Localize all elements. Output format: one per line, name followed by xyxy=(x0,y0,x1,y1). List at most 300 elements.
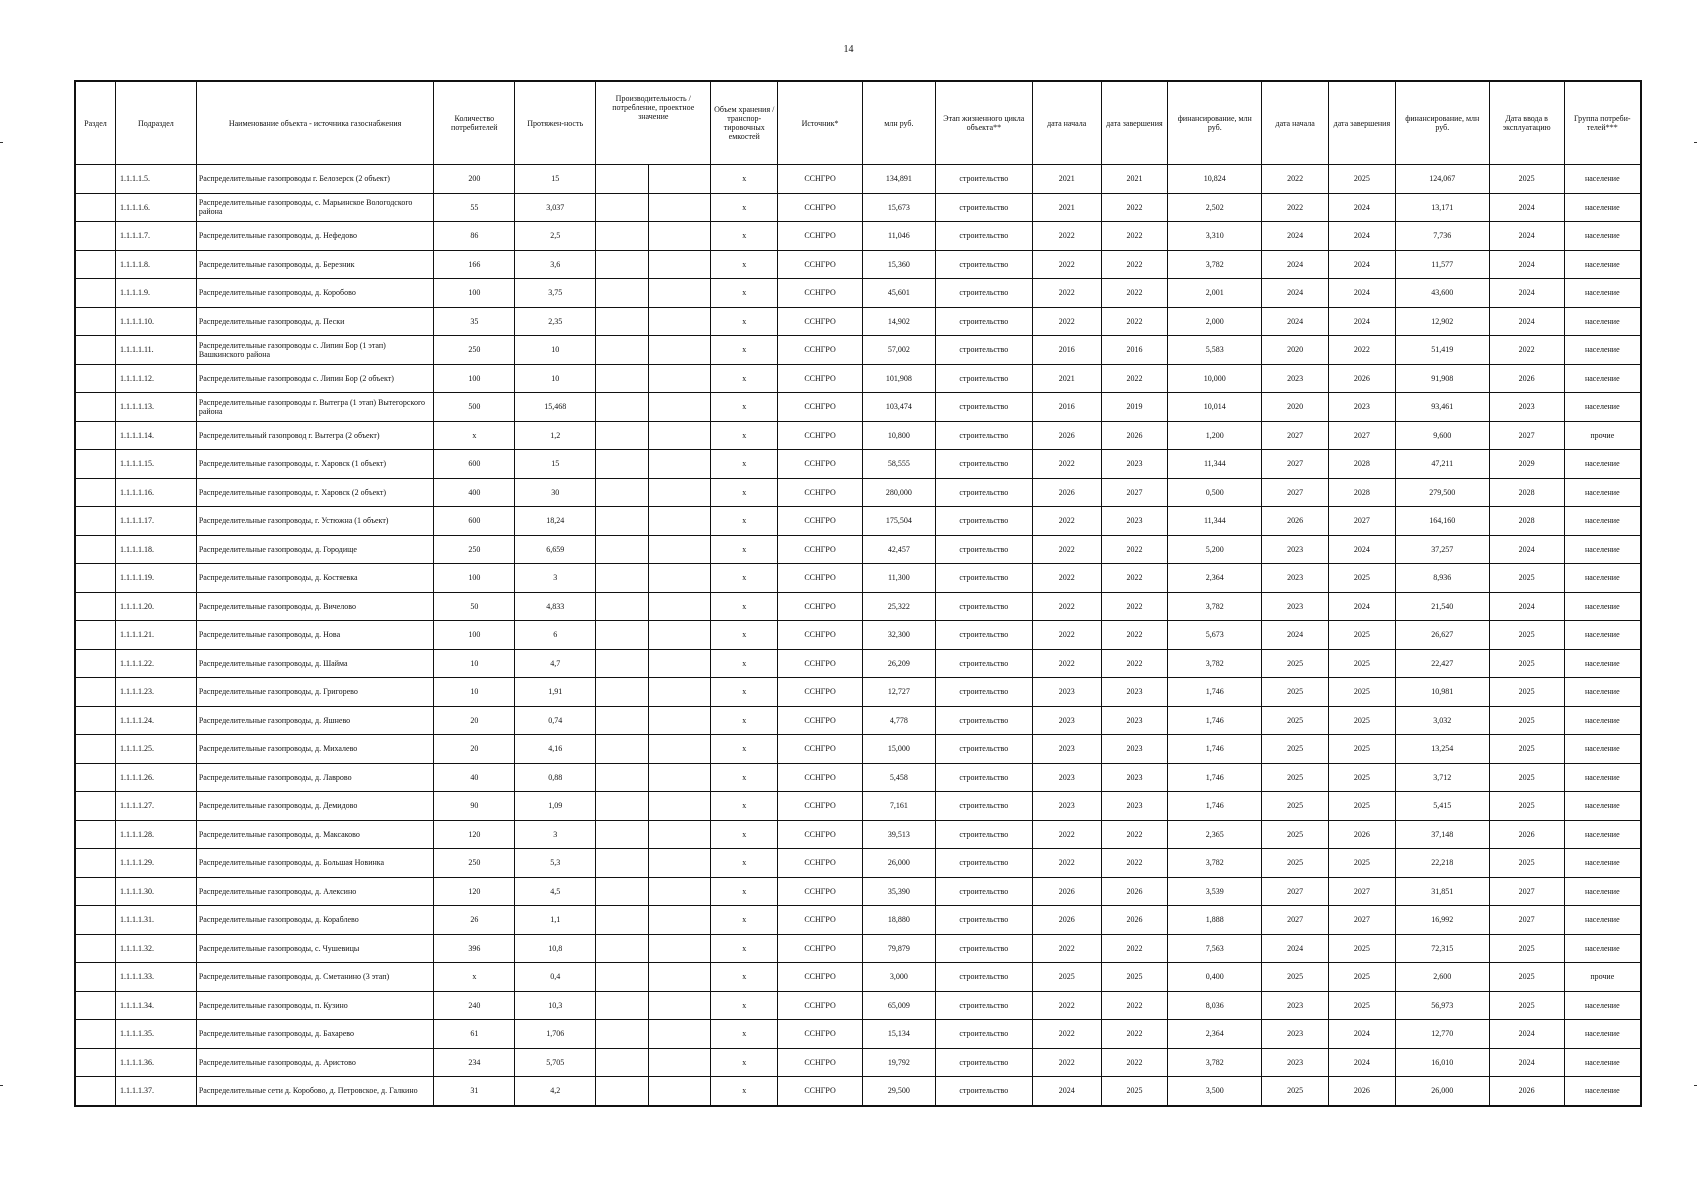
header-source: Источник* xyxy=(778,81,863,165)
cell-consumers: 250 xyxy=(434,336,515,365)
cell-end-1: 2027 xyxy=(1101,478,1168,507)
table-row xyxy=(75,678,1641,707)
cell-length: 15,468 xyxy=(515,393,596,422)
cell-podrazdel: 1.1.1.1.20. xyxy=(115,592,196,621)
cell-financing-2: 3,712 xyxy=(1395,763,1489,792)
cell-consumers: 40 xyxy=(434,763,515,792)
cell-consumer-group: население xyxy=(1564,364,1641,393)
cell-consumers: 400 xyxy=(434,478,515,507)
cell-length: 3,75 xyxy=(515,279,596,308)
cell-consumer-group: население xyxy=(1564,307,1641,336)
cell-capacity-b xyxy=(648,763,711,792)
cell-capacity-a xyxy=(596,336,649,365)
cell-razdel xyxy=(75,849,115,878)
cell-razdel xyxy=(75,621,115,650)
cell-financing-2: 10,981 xyxy=(1395,678,1489,707)
cell-end-2: 2025 xyxy=(1329,621,1396,650)
cell-start-1: 2022 xyxy=(1032,564,1101,593)
cell-start-1: 2023 xyxy=(1032,735,1101,764)
header-object-name: Наименование объекта - источника газоснабжения xyxy=(196,81,434,165)
cell-source: ССНГРО xyxy=(778,250,863,279)
cell-consumers: 166 xyxy=(434,250,515,279)
cell-razdel xyxy=(75,222,115,251)
cell-financing-1: 1,888 xyxy=(1168,906,1262,935)
cell-storage: х xyxy=(711,393,778,422)
cell-source: ССНГРО xyxy=(778,421,863,450)
cell-consumers: 250 xyxy=(434,849,515,878)
cell-consumer-group: население xyxy=(1564,877,1641,906)
cell-consumers: 20 xyxy=(434,735,515,764)
table-row xyxy=(75,421,1641,450)
cell-end-1: 2023 xyxy=(1101,507,1168,536)
cell-commissioning-date: 2026 xyxy=(1489,1077,1564,1106)
cell-capacity-a xyxy=(596,393,649,422)
cell-capacity-b xyxy=(648,1020,711,1049)
cell-cost: 11,300 xyxy=(863,564,936,593)
cell-financing-1: 3,782 xyxy=(1168,592,1262,621)
cell-consumer-group: прочие xyxy=(1564,421,1641,450)
cell-consumer-group: население xyxy=(1564,649,1641,678)
cell-start-2: 2024 xyxy=(1262,934,1329,963)
table-row xyxy=(75,336,1641,365)
cell-storage: х xyxy=(711,621,778,650)
cell-object-name: Распределительные газопроводы с. Липин Бор (1 этап) Вашкинского района xyxy=(196,336,434,365)
cell-financing-2: 11,577 xyxy=(1395,250,1489,279)
cell-cost: 79,879 xyxy=(863,934,936,963)
cell-financing-2: 13,171 xyxy=(1395,193,1489,222)
cell-end-2: 2024 xyxy=(1329,1020,1396,1049)
cell-razdel xyxy=(75,991,115,1020)
cell-end-2: 2023 xyxy=(1329,393,1396,422)
cell-capacity-a xyxy=(596,963,649,992)
cell-consumer-group: население xyxy=(1564,222,1641,251)
cell-cost: 12,727 xyxy=(863,678,936,707)
cell-capacity-b xyxy=(648,564,711,593)
table-row xyxy=(75,250,1641,279)
cell-end-1: 2022 xyxy=(1101,250,1168,279)
cell-object-name: Распределительные газопроводы, д. Костяевка xyxy=(196,564,434,593)
cell-podrazdel: 1.1.1.1.33. xyxy=(115,963,196,992)
cell-financing-2: 93,461 xyxy=(1395,393,1489,422)
cell-start-2: 2023 xyxy=(1262,991,1329,1020)
cell-razdel xyxy=(75,906,115,935)
cell-capacity-a xyxy=(596,763,649,792)
cell-commissioning-date: 2025 xyxy=(1489,963,1564,992)
cell-razdel xyxy=(75,592,115,621)
cell-storage: х xyxy=(711,592,778,621)
cell-storage: х xyxy=(711,222,778,251)
cell-cost: 103,474 xyxy=(863,393,936,422)
cell-object-name: Распределительные газопроводы, д. Михалево xyxy=(196,735,434,764)
cell-cost: 14,902 xyxy=(863,307,936,336)
table-body xyxy=(75,165,1641,1106)
scan-edge-mark xyxy=(0,142,3,143)
cell-commissioning-date: 2029 xyxy=(1489,450,1564,479)
cell-source: ССНГРО xyxy=(778,849,863,878)
cell-stage: строительство xyxy=(935,393,1032,422)
cell-end-1: 2022 xyxy=(1101,934,1168,963)
cell-capacity-a xyxy=(596,450,649,479)
cell-financing-2: 124,067 xyxy=(1395,165,1489,194)
cell-commissioning-date: 2025 xyxy=(1489,621,1564,650)
cell-cost: 26,000 xyxy=(863,849,936,878)
cell-cost: 134,891 xyxy=(863,165,936,194)
cell-object-name: Распределительные газопроводы, д. Алексино xyxy=(196,877,434,906)
cell-start-1: 2022 xyxy=(1032,934,1101,963)
cell-start-1: 2026 xyxy=(1032,877,1101,906)
cell-end-1: 2022 xyxy=(1101,564,1168,593)
cell-financing-1: 5,200 xyxy=(1168,535,1262,564)
cell-cost: 11,046 xyxy=(863,222,936,251)
cell-podrazdel: 1.1.1.1.19. xyxy=(115,564,196,593)
cell-podrazdel: 1.1.1.1.5. xyxy=(115,165,196,194)
cell-stage: строительство xyxy=(935,820,1032,849)
cell-start-1: 2022 xyxy=(1032,1020,1101,1049)
cell-capacity-b xyxy=(648,478,711,507)
cell-end-2: 2025 xyxy=(1329,963,1396,992)
cell-financing-1: 1,746 xyxy=(1168,706,1262,735)
cell-object-name: Распределительные газопроводы, с. Чушевицы xyxy=(196,934,434,963)
cell-podrazdel: 1.1.1.1.35. xyxy=(115,1020,196,1049)
cell-object-name: Распределительные газопроводы, д. Нова xyxy=(196,621,434,650)
cell-consumer-group: население xyxy=(1564,336,1641,365)
cell-object-name: Распределительные газопроводы, д. Нефедово xyxy=(196,222,434,251)
cell-length: 10,3 xyxy=(515,991,596,1020)
cell-podrazdel: 1.1.1.1.27. xyxy=(115,792,196,821)
cell-capacity-b xyxy=(648,393,711,422)
cell-start-2: 2024 xyxy=(1262,307,1329,336)
cell-podrazdel: 1.1.1.1.13. xyxy=(115,393,196,422)
cell-length: 15 xyxy=(515,450,596,479)
cell-storage: х xyxy=(711,906,778,935)
cell-razdel xyxy=(75,165,115,194)
cell-length: 6,659 xyxy=(515,535,596,564)
cell-object-name: Распределительные газопроводы, д. Лаврово xyxy=(196,763,434,792)
cell-stage: строительство xyxy=(935,735,1032,764)
cell-cost: 39,513 xyxy=(863,820,936,849)
cell-end-1: 2022 xyxy=(1101,991,1168,1020)
cell-cost: 26,209 xyxy=(863,649,936,678)
cell-consumers: 20 xyxy=(434,706,515,735)
cell-commissioning-date: 2025 xyxy=(1489,706,1564,735)
cell-financing-2: 47,211 xyxy=(1395,450,1489,479)
cell-storage: х xyxy=(711,934,778,963)
cell-commissioning-date: 2025 xyxy=(1489,991,1564,1020)
cell-start-2: 2025 xyxy=(1262,706,1329,735)
cell-length: 4,5 xyxy=(515,877,596,906)
cell-length: 4,2 xyxy=(515,1077,596,1106)
cell-start-2: 2023 xyxy=(1262,564,1329,593)
cell-cost: 32,300 xyxy=(863,621,936,650)
cell-end-1: 2022 xyxy=(1101,1020,1168,1049)
cell-end-1: 2022 xyxy=(1101,279,1168,308)
cell-start-1: 2022 xyxy=(1032,592,1101,621)
cell-cost: 29,500 xyxy=(863,1077,936,1106)
cell-end-2: 2027 xyxy=(1329,877,1396,906)
cell-consumer-group: население xyxy=(1564,991,1641,1020)
cell-start-1: 2016 xyxy=(1032,336,1101,365)
cell-source: ССНГРО xyxy=(778,763,863,792)
cell-capacity-b xyxy=(648,450,711,479)
cell-financing-2: 56,973 xyxy=(1395,991,1489,1020)
cell-length: 3 xyxy=(515,564,596,593)
cell-object-name: Распределительные сети д. Коробово, д. Петровское, д. Галкино xyxy=(196,1077,434,1106)
cell-object-name: Распределительные газопроводы с. Липин Бор (2 объект) xyxy=(196,364,434,393)
header-podrazdel: Подраздел xyxy=(115,81,196,165)
cell-start-2: 2025 xyxy=(1262,820,1329,849)
cell-podrazdel: 1.1.1.1.15. xyxy=(115,450,196,479)
cell-end-2: 2024 xyxy=(1329,250,1396,279)
cell-cost: 280,000 xyxy=(863,478,936,507)
table-row xyxy=(75,165,1641,194)
cell-financing-2: 5,415 xyxy=(1395,792,1489,821)
cell-stage: строительство xyxy=(935,193,1032,222)
cell-length: 0,74 xyxy=(515,706,596,735)
cell-capacity-b xyxy=(648,1048,711,1077)
cell-financing-1: 11,344 xyxy=(1168,450,1262,479)
cell-start-2: 2027 xyxy=(1262,478,1329,507)
cell-end-1: 2025 xyxy=(1101,963,1168,992)
cell-podrazdel: 1.1.1.1.10. xyxy=(115,307,196,336)
cell-start-2: 2020 xyxy=(1262,393,1329,422)
cell-financing-1: 3,782 xyxy=(1168,849,1262,878)
cell-capacity-b xyxy=(648,877,711,906)
cell-razdel xyxy=(75,450,115,479)
cell-start-1: 2024 xyxy=(1032,1077,1101,1106)
cell-length: 1,91 xyxy=(515,678,596,707)
cell-start-1: 2026 xyxy=(1032,906,1101,935)
cell-storage: х xyxy=(711,364,778,393)
cell-capacity-a xyxy=(596,165,649,194)
cell-source: ССНГРО xyxy=(778,678,863,707)
cell-object-name: Распределительные газопроводы, с. Марьинское Вологодского района xyxy=(196,193,434,222)
table-row xyxy=(75,1020,1641,1049)
cell-consumer-group: население xyxy=(1564,564,1641,593)
header-end-1: дата завершения xyxy=(1101,81,1168,165)
cell-start-2: 2027 xyxy=(1262,450,1329,479)
cell-end-2: 2024 xyxy=(1329,193,1396,222)
cell-financing-1: 2,001 xyxy=(1168,279,1262,308)
cell-financing-2: 9,600 xyxy=(1395,421,1489,450)
cell-razdel xyxy=(75,792,115,821)
investment-program-table-wrapper xyxy=(74,80,1642,1107)
cell-consumers: 240 xyxy=(434,991,515,1020)
cell-consumer-group: прочие xyxy=(1564,963,1641,992)
cell-capacity-a xyxy=(596,507,649,536)
page-number: 14 xyxy=(843,44,854,55)
cell-consumers: х xyxy=(434,963,515,992)
cell-cost: 35,390 xyxy=(863,877,936,906)
cell-stage: строительство xyxy=(935,877,1032,906)
cell-financing-1: 1,746 xyxy=(1168,792,1262,821)
cell-consumer-group: население xyxy=(1564,1077,1641,1106)
cell-financing-2: 91,908 xyxy=(1395,364,1489,393)
table-row xyxy=(75,222,1641,251)
cell-end-2: 2028 xyxy=(1329,450,1396,479)
table-row xyxy=(75,364,1641,393)
cell-cost: 15,673 xyxy=(863,193,936,222)
cell-consumer-group: население xyxy=(1564,621,1641,650)
cell-razdel xyxy=(75,535,115,564)
cell-length: 18,24 xyxy=(515,507,596,536)
cell-end-1: 2022 xyxy=(1101,820,1168,849)
cell-object-name: Распределительные газопроводы, д. Григорево xyxy=(196,678,434,707)
cell-end-2: 2025 xyxy=(1329,165,1396,194)
cell-financing-2: 3,032 xyxy=(1395,706,1489,735)
cell-capacity-a xyxy=(596,478,649,507)
cell-source: ССНГРО xyxy=(778,706,863,735)
cell-object-name: Распределительные газопроводы г. Белозерск (2 объект) xyxy=(196,165,434,194)
cell-start-1: 2022 xyxy=(1032,450,1101,479)
cell-capacity-b xyxy=(648,279,711,308)
cell-storage: х xyxy=(711,1048,778,1077)
cell-financing-1: 3,539 xyxy=(1168,877,1262,906)
cell-consumer-group: население xyxy=(1564,1048,1641,1077)
cell-podrazdel: 1.1.1.1.32. xyxy=(115,934,196,963)
cell-financing-2: 21,540 xyxy=(1395,592,1489,621)
cell-podrazdel: 1.1.1.1.26. xyxy=(115,763,196,792)
cell-commissioning-date: 2027 xyxy=(1489,877,1564,906)
table-row xyxy=(75,592,1641,621)
cell-capacity-b xyxy=(648,963,711,992)
cell-end-2: 2024 xyxy=(1329,307,1396,336)
cell-capacity-a xyxy=(596,991,649,1020)
cell-object-name: Распределительные газопроводы, д. Сметанино (3 этап) xyxy=(196,963,434,992)
cell-stage: строительство xyxy=(935,222,1032,251)
cell-stage: строительство xyxy=(935,450,1032,479)
cell-start-1: 2022 xyxy=(1032,621,1101,650)
cell-commissioning-date: 2024 xyxy=(1489,222,1564,251)
table-row xyxy=(75,934,1641,963)
cell-financing-2: 43,600 xyxy=(1395,279,1489,308)
cell-consumers: 250 xyxy=(434,535,515,564)
cell-start-2: 2022 xyxy=(1262,193,1329,222)
cell-length: 30 xyxy=(515,478,596,507)
cell-end-2: 2025 xyxy=(1329,792,1396,821)
cell-source: ССНГРО xyxy=(778,507,863,536)
cell-start-2: 2024 xyxy=(1262,250,1329,279)
cell-end-2: 2024 xyxy=(1329,592,1396,621)
cell-start-1: 2023 xyxy=(1032,678,1101,707)
cell-capacity-b xyxy=(648,250,711,279)
cell-podrazdel: 1.1.1.1.29. xyxy=(115,849,196,878)
cell-length: 5,705 xyxy=(515,1048,596,1077)
cell-length: 2,5 xyxy=(515,222,596,251)
investment-program-table xyxy=(74,80,1642,1107)
cell-financing-1: 0,500 xyxy=(1168,478,1262,507)
table-row xyxy=(75,991,1641,1020)
cell-cost: 57,002 xyxy=(863,336,936,365)
cell-financing-2: 16,010 xyxy=(1395,1048,1489,1077)
cell-financing-2: 51,419 xyxy=(1395,336,1489,365)
header-length: Протяжен-ность xyxy=(515,81,596,165)
header-capacity: Производительность / потребление, проектное значение xyxy=(596,81,711,165)
cell-capacity-a xyxy=(596,1048,649,1077)
cell-end-2: 2026 xyxy=(1329,364,1396,393)
cell-start-2: 2024 xyxy=(1262,279,1329,308)
cell-capacity-a xyxy=(596,250,649,279)
cell-end-2: 2028 xyxy=(1329,478,1396,507)
cell-commissioning-date: 2025 xyxy=(1489,763,1564,792)
cell-financing-2: 279,500 xyxy=(1395,478,1489,507)
cell-podrazdel: 1.1.1.1.11. xyxy=(115,336,196,365)
header-stage: Этап жизненного цикла объекта** xyxy=(935,81,1032,165)
cell-capacity-a xyxy=(596,1077,649,1106)
cell-stage: строительство xyxy=(935,763,1032,792)
cell-consumers: 61 xyxy=(434,1020,515,1049)
cell-length: 10,8 xyxy=(515,934,596,963)
cell-consumer-group: население xyxy=(1564,450,1641,479)
cell-consumers: 10 xyxy=(434,649,515,678)
cell-object-name: Распределительные газопроводы, д. Коробово xyxy=(196,279,434,308)
cell-start-1: 2023 xyxy=(1032,792,1101,821)
cell-source: ССНГРО xyxy=(778,222,863,251)
cell-cost: 18,880 xyxy=(863,906,936,935)
cell-start-2: 2022 xyxy=(1262,165,1329,194)
cell-financing-1: 2,364 xyxy=(1168,1020,1262,1049)
cell-consumer-group: население xyxy=(1564,820,1641,849)
cell-source: ССНГРО xyxy=(778,364,863,393)
cell-capacity-a xyxy=(596,564,649,593)
table-row xyxy=(75,535,1641,564)
header-financing-1: финансирование, млн руб. xyxy=(1168,81,1262,165)
cell-podrazdel: 1.1.1.1.23. xyxy=(115,678,196,707)
cell-stage: строительство xyxy=(935,478,1032,507)
cell-capacity-b xyxy=(648,991,711,1020)
cell-storage: х xyxy=(711,877,778,906)
cell-source: ССНГРО xyxy=(778,906,863,935)
cell-source: ССНГРО xyxy=(778,478,863,507)
cell-financing-1: 1,746 xyxy=(1168,763,1262,792)
cell-start-2: 2026 xyxy=(1262,507,1329,536)
cell-storage: х xyxy=(711,307,778,336)
cell-financing-1: 2,364 xyxy=(1168,564,1262,593)
cell-end-1: 2022 xyxy=(1101,592,1168,621)
cell-storage: х xyxy=(711,678,778,707)
cell-storage: х xyxy=(711,763,778,792)
cell-object-name: Распределительные газопроводы, д. Максаково xyxy=(196,820,434,849)
cell-razdel xyxy=(75,678,115,707)
cell-end-1: 2022 xyxy=(1101,621,1168,650)
cell-financing-2: 72,315 xyxy=(1395,934,1489,963)
cell-financing-1: 5,673 xyxy=(1168,621,1262,650)
cell-length: 4,7 xyxy=(515,649,596,678)
cell-start-1: 2022 xyxy=(1032,507,1101,536)
cell-capacity-a xyxy=(596,849,649,878)
cell-source: ССНГРО xyxy=(778,307,863,336)
cell-storage: х xyxy=(711,849,778,878)
table-row xyxy=(75,564,1641,593)
cell-stage: строительство xyxy=(935,706,1032,735)
cell-consumers: 31 xyxy=(434,1077,515,1106)
cell-capacity-a xyxy=(596,820,649,849)
cell-razdel xyxy=(75,820,115,849)
cell-start-2: 2025 xyxy=(1262,649,1329,678)
cell-start-1: 2021 xyxy=(1032,193,1101,222)
cell-commissioning-date: 2026 xyxy=(1489,820,1564,849)
cell-length: 1,1 xyxy=(515,906,596,935)
cell-length: 1,706 xyxy=(515,1020,596,1049)
cell-consumer-group: население xyxy=(1564,849,1641,878)
cell-financing-2: 37,148 xyxy=(1395,820,1489,849)
table-row xyxy=(75,849,1641,878)
cell-commissioning-date: 2025 xyxy=(1489,735,1564,764)
cell-capacity-b xyxy=(648,592,711,621)
cell-object-name: Распределительные газопроводы, д. Пески xyxy=(196,307,434,336)
cell-object-name: Распределительные газопроводы г. Вытегра (1 этап) Вытегорского района xyxy=(196,393,434,422)
cell-capacity-b xyxy=(648,735,711,764)
cell-capacity-b xyxy=(648,336,711,365)
